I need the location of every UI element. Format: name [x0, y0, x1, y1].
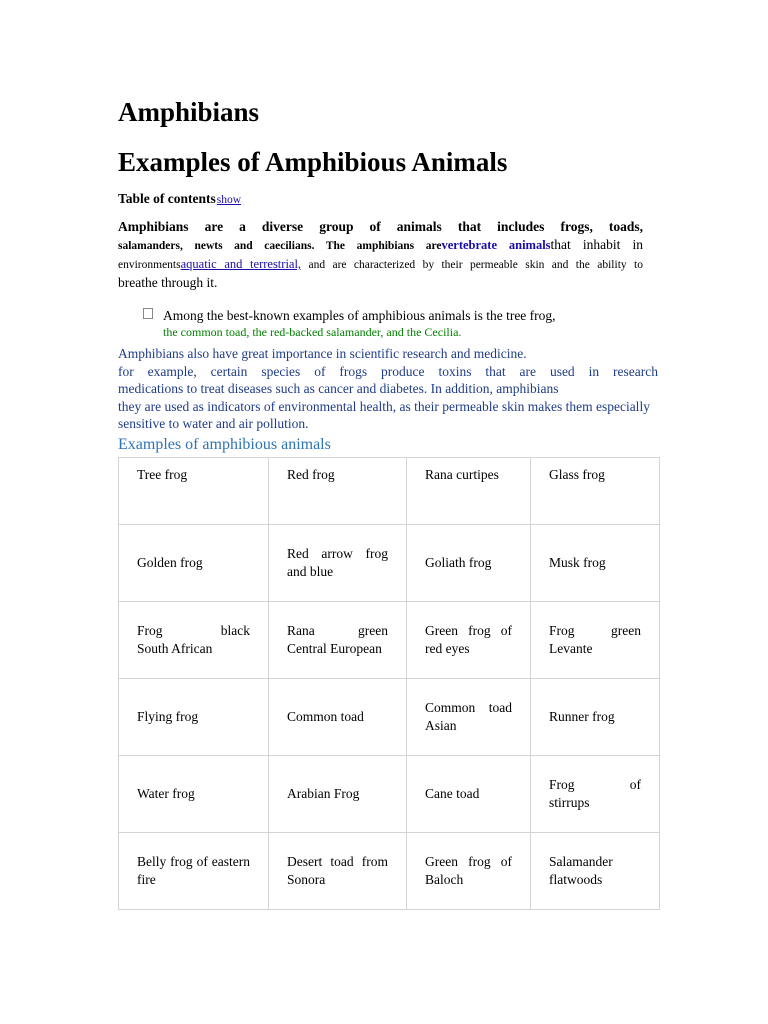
table-cell-text: Arabian Frog [287, 786, 360, 801]
table-cell-text: Cane toad [425, 786, 480, 801]
page-title: Amphibians [118, 97, 260, 127]
intro-paragraph [118, 218, 643, 292]
table-cell-text: Frog black South African [137, 623, 250, 656]
toc-show-link[interactable]: show [216, 194, 242, 206]
table-row [119, 833, 660, 910]
intro-text: and are characterized by their permeable skin and the ability to [301, 259, 643, 271]
research-line-1: Amphibians also have great importance in scientific research and medicine. [118, 346, 527, 361]
table-row [119, 458, 660, 525]
table-cell [407, 458, 531, 525]
table-cell-text: Frog of stirrups [549, 777, 641, 810]
examples-table [118, 457, 660, 910]
table-cell [531, 833, 660, 910]
table-cell [407, 756, 531, 833]
table-cell [407, 602, 531, 679]
table-cell [119, 679, 269, 756]
table-cell [119, 602, 269, 679]
table-cell-text: Rana curtipes [425, 467, 499, 482]
toc-label: Table of contents [118, 191, 216, 206]
table-cell-text: Tree frog [137, 467, 188, 482]
research-line-5: sensitive to water and air pollution. [118, 416, 309, 431]
table-cell [269, 525, 407, 602]
intro-line-3 [118, 255, 643, 274]
table-row [119, 756, 660, 833]
table-cell [531, 756, 660, 833]
table-cell-text: Goliath frog [425, 555, 492, 570]
table-cell [531, 458, 660, 525]
table-cell-text: Runner frog [549, 709, 615, 724]
table-cell [269, 679, 407, 756]
intro-line-2 [118, 236, 643, 255]
table-cell-text: Common toad Asian [425, 700, 512, 733]
table-cell [119, 756, 269, 833]
table-cell-text: Water frog [137, 786, 195, 801]
table-cell-text: Common toad [287, 709, 364, 724]
intro-text: salamanders, newts and caecilians. The amphibians are [118, 240, 442, 252]
table-cell [531, 679, 660, 756]
table-cell [269, 756, 407, 833]
table-cell-text: Green frog of Baloch [425, 854, 512, 887]
intro-text: that inhabit in [550, 237, 643, 252]
bullet-line-1: Among the best-known examples of amphibious animals is the tree frog, [163, 308, 556, 323]
page-subtitle: Examples of Amphibious Animals [118, 147, 508, 177]
table-cell-text: Belly frog of eastern fire [137, 854, 250, 887]
table-cell-text: Desert toad from Sonora [287, 854, 388, 887]
table-cell [269, 833, 407, 910]
intro-line-1: Amphibians are a diverse group of animals that includes frogs, toads, [118, 219, 643, 234]
table-cell-text: Flying frog [137, 709, 199, 724]
intro-text: environments [118, 259, 181, 271]
table-cell [119, 525, 269, 602]
research-line-4: they are used as indicators of environmental health, as their permeable skin makes them especially [118, 398, 650, 414]
table-cell-text: Rana green Central European [287, 623, 388, 656]
section-title: Examples of amphibious animals [118, 436, 331, 453]
table-cell [119, 833, 269, 910]
intro-line-4: breathe through it. [118, 275, 218, 290]
table-cell-text: Red arrow frog and blue [287, 546, 388, 579]
research-line-2: for example, certain species of frogs produce toxins that are used in research [118, 363, 658, 379]
table-row [119, 525, 660, 602]
table-of-contents [118, 191, 273, 207]
table-cell-text: Frog green Levante [549, 623, 641, 656]
table-cell [119, 458, 269, 525]
table-cell [531, 525, 660, 602]
table-cell [531, 602, 660, 679]
table-cell-text: Green frog of red eyes [425, 623, 512, 656]
bullet-line-2: the common toad, the red-backed salamander, and the Cecilia. [163, 325, 462, 339]
table-cell [269, 458, 407, 525]
table-cell-text: Salamander flatwoods [549, 854, 613, 887]
table-row [119, 602, 660, 679]
table-cell-text: Red frog [287, 467, 335, 482]
table-cell [269, 602, 407, 679]
table-cell-text: Golden frog [137, 555, 203, 570]
bullet-box-icon [143, 308, 153, 319]
research-paragraph [118, 345, 658, 433]
table-cell-text: Musk frog [549, 555, 606, 570]
table-row [119, 679, 660, 756]
table-cell [407, 679, 531, 756]
table-cell [407, 525, 531, 602]
vertebrate-animals-link[interactable]: vertebrate animals [441, 238, 551, 252]
table-cell [407, 833, 531, 910]
table-cell-text: Glass frog [549, 467, 605, 482]
research-line-3: medications to treat diseases such as cancer and diabetes. In addition, amphibians [118, 381, 559, 396]
aquatic-terrestrial-link[interactable]: aquatic and terrestrial, [180, 257, 302, 271]
